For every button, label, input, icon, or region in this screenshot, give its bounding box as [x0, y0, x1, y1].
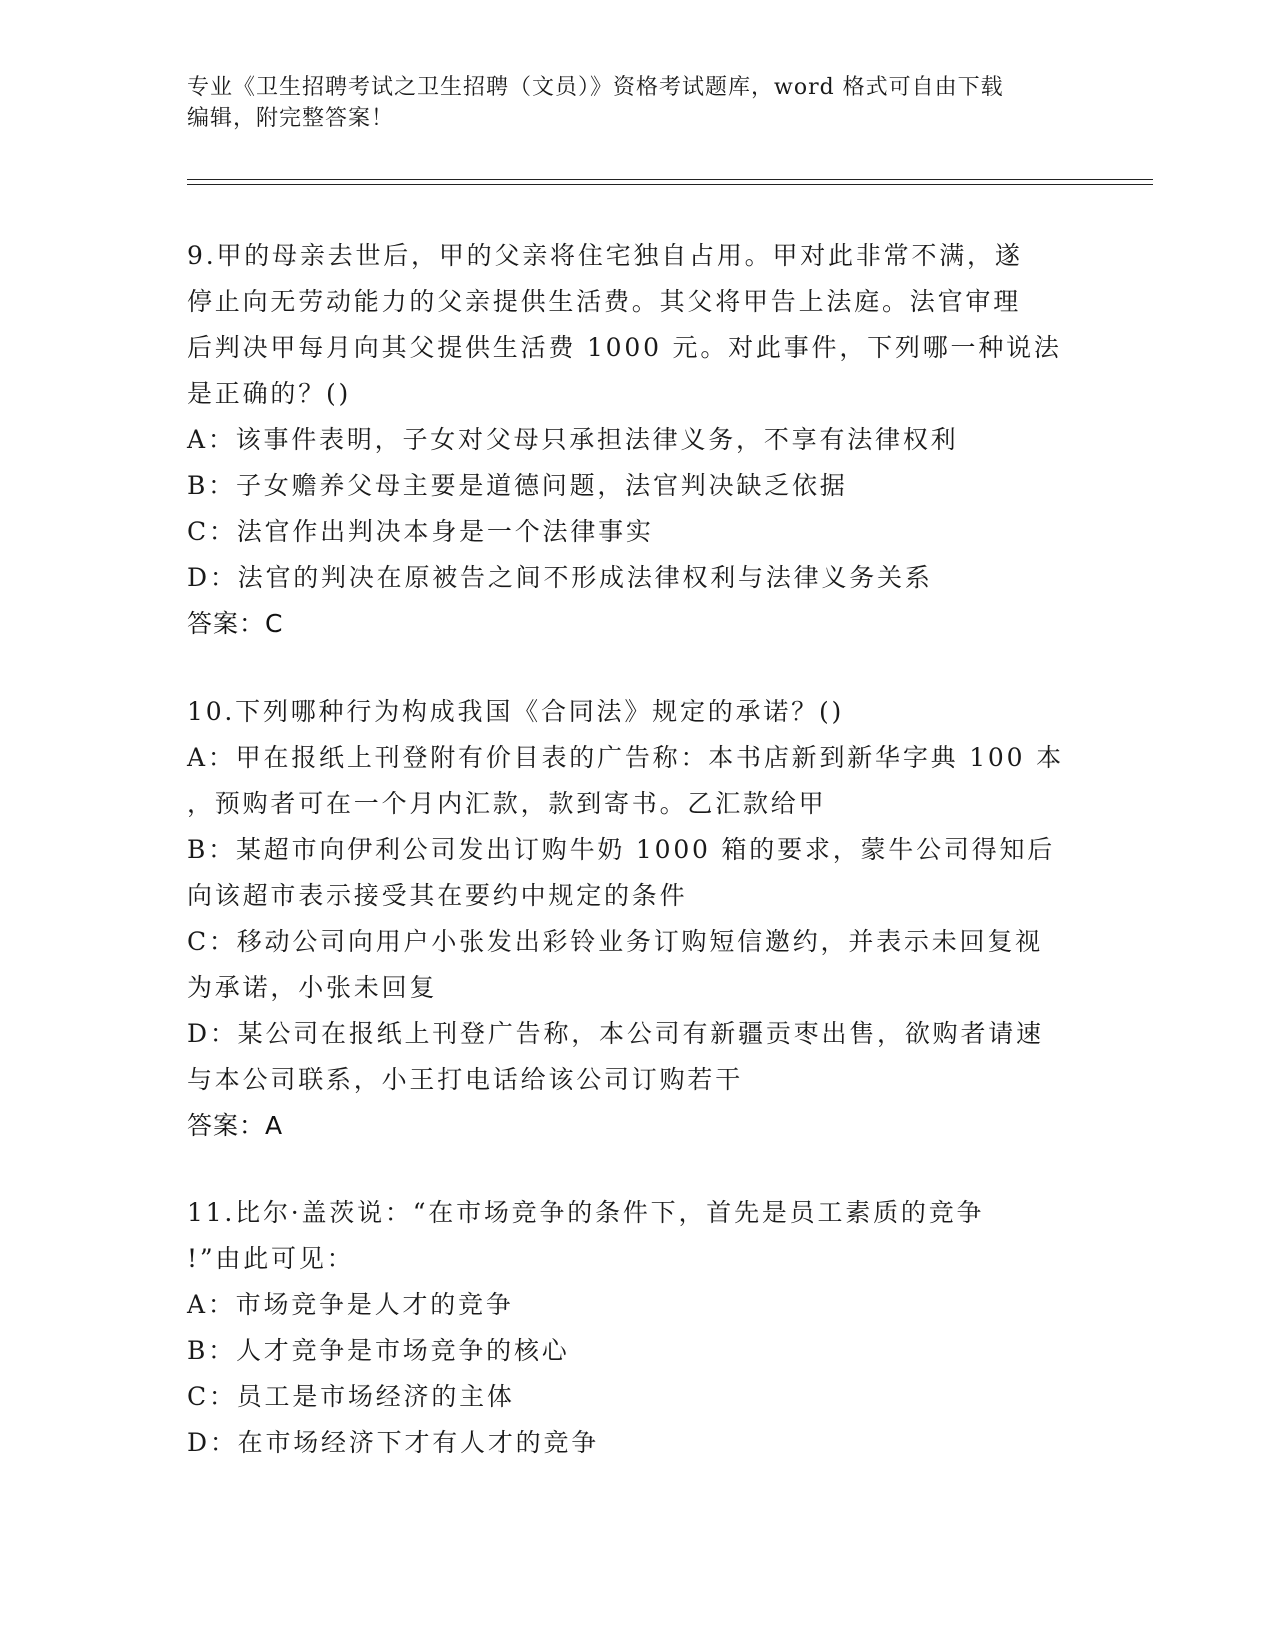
option-a: A：甲在报纸上刊登附有价目表的广告称：本书店新到新华字典 100 本 — [187, 743, 1064, 772]
answer-label: 答案：A — [187, 1111, 284, 1140]
answer-label: 答案：C — [187, 609, 284, 638]
option-c: C：员工是市场经济的主体 — [187, 1382, 515, 1411]
option-a-continued: ，预购者可在一个月内汇款，款到寄书。乙汇款给甲 — [187, 789, 827, 818]
question-10 — [187, 689, 1077, 1149]
question-stem-line: !”由此可见： — [187, 1244, 355, 1273]
document-header: 专业《卫生招聘考试之卫生招聘（文员）》资格考试题库，word 格式可自由下载 编辑，附完整答案！ — [187, 75, 1004, 131]
question-11 — [187, 1190, 1077, 1466]
question-stem-line: 10.下列哪种行为构成我国《合同法》规定的承诺？() — [187, 697, 845, 726]
header-rule-bottom — [187, 184, 1153, 185]
question-9 — [187, 233, 1077, 647]
question-stem-line: 是正确的？() — [187, 379, 352, 408]
option-b: B：某超市向伊利公司发出订购牛奶 1000 箱的要求，蒙牛公司得知后 — [187, 835, 1056, 864]
option-d-continued: 与本公司联系，小王打电话给该公司订购若干 — [187, 1065, 744, 1094]
option-c: C：移动公司向用户小张发出彩铃业务订购短信邀约，并表示未回复视 — [187, 927, 1043, 956]
question-stem-line: 停止向无劳动能力的父亲提供生活费。其父将甲告上法庭。法官审理 — [187, 287, 1022, 316]
question-stem-line: 11.比尔·盖茨说：“在市场竞争的条件下，首先是员工素质的竞争 — [187, 1198, 985, 1227]
option-b: B：人才竞争是市场竞争的核心 — [187, 1336, 570, 1365]
option-d: D：法官的判决在原被告之间不形成法律权利与法律义务关系 — [187, 563, 933, 592]
option-a: A：该事件表明，子女对父母只承担法律义务，不享有法律权利 — [187, 425, 959, 454]
question-stem-line: 9.甲的母亲去世后，甲的父亲将住宅独自占用。甲对此非常不满，遂 — [187, 241, 1023, 270]
option-c-continued: 为承诺，小张未回复 — [187, 973, 438, 1002]
question-stem-line: 后判决甲每月向其父提供生活费 1000 元。对此事件，下列哪一种说法 — [187, 333, 1062, 362]
option-b: B：子女赡养父母主要是道德问题，法官判决缺乏依据 — [187, 471, 848, 500]
option-a: A：市场竞争是人才的竞争 — [187, 1290, 514, 1319]
option-b-continued: 向该超市表示接受其在要约中规定的条件 — [187, 881, 688, 910]
option-c: C：法官作出判决本身是一个法律事实 — [187, 517, 654, 546]
option-d: D：某公司在报纸上刊登广告称，本公司有新疆贡枣出售，欲购者请速 — [187, 1019, 1044, 1048]
option-d: D：在市场经济下才有人才的竞争 — [187, 1428, 600, 1457]
header-rule-top — [187, 179, 1153, 180]
